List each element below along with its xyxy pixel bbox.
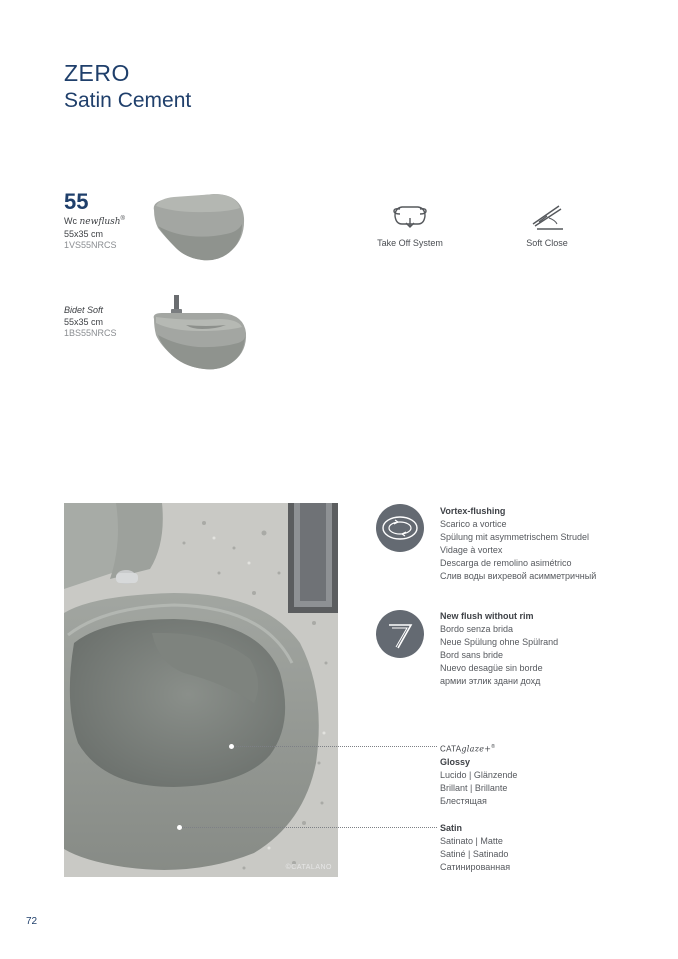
info-line: Brillant | Brillante (440, 782, 508, 793)
info-line: Spülung mit asymmetrischem Strudel (440, 532, 590, 542)
info-line: Сатинированная (440, 862, 511, 872)
wc-thumbnail (146, 188, 248, 268)
vortex-flushing-badge (376, 504, 424, 552)
glossy-callout-line (234, 746, 437, 747)
info-line: Vidage à vortex (440, 545, 503, 555)
info-heading: Vortex-flushing (440, 506, 506, 516)
cataglaze-logo: CATAglaze+® (440, 744, 496, 754)
info-heading: New flush without rim (440, 611, 534, 621)
info-line: Scarico a vortice (440, 519, 507, 529)
feature-label: Take Off System (377, 238, 443, 248)
info-vortex-flushing (440, 505, 596, 583)
bidet-thumbnail (146, 293, 250, 375)
product-photo (64, 503, 338, 877)
info-glossy (440, 741, 517, 808)
product-number: 55 (64, 189, 89, 214)
title-block (64, 60, 191, 114)
page-title: ZERO (64, 60, 130, 86)
info-line: Satinato | Matte (440, 836, 503, 846)
vortex-flushing-icon (376, 504, 424, 552)
product-name: Wc newflush® (64, 216, 125, 227)
info-satin (440, 822, 510, 874)
info-rimless (440, 610, 558, 688)
feature-label: Soft Close (526, 238, 568, 248)
photo-watermark: ©CATALANO (285, 864, 332, 871)
satin-callout-line (182, 827, 437, 828)
product-code: 1BS55NRCS (64, 328, 117, 338)
info-line: Bordo senza brida (440, 624, 514, 634)
info-line: Descarga de remolino asimétrico (440, 558, 572, 568)
feature-soft-close (514, 202, 580, 248)
info-line: Nuevo desagüe sin borde (440, 663, 543, 673)
info-heading: Glossy (440, 756, 471, 767)
take-off-system-icon (390, 202, 430, 232)
soft-close-icon (527, 202, 567, 232)
info-line: армии этлик здани дохд (440, 676, 541, 686)
product-code: 1VS55NRCS (64, 240, 117, 250)
rimless-seven-icon (376, 610, 424, 658)
info-line: Lucido | Glänzende (440, 769, 518, 780)
product-dimensions: 55x35 cm (64, 228, 104, 239)
info-line: Neue Spülung ohne Spülrand (440, 637, 559, 647)
toilet-photo-illustration (64, 503, 338, 877)
product-name: Bidet Soft (64, 305, 104, 315)
product-wc (64, 190, 125, 252)
product-bidet (64, 305, 117, 340)
info-line: Bord sans bride (440, 650, 504, 660)
feature-take-off-system (372, 202, 448, 248)
info-line: Слив воды вихревой асимметричный (440, 571, 597, 581)
page-subtitle: Satin Cement (64, 89, 192, 112)
info-line: Блестящая (440, 795, 487, 806)
product-dimensions: 55x35 cm (64, 316, 104, 327)
info-heading: Satin (440, 823, 463, 833)
rimless-badge (376, 610, 424, 658)
info-line: Satiné | Satinado (440, 849, 509, 859)
page-number: 72 (26, 916, 38, 927)
